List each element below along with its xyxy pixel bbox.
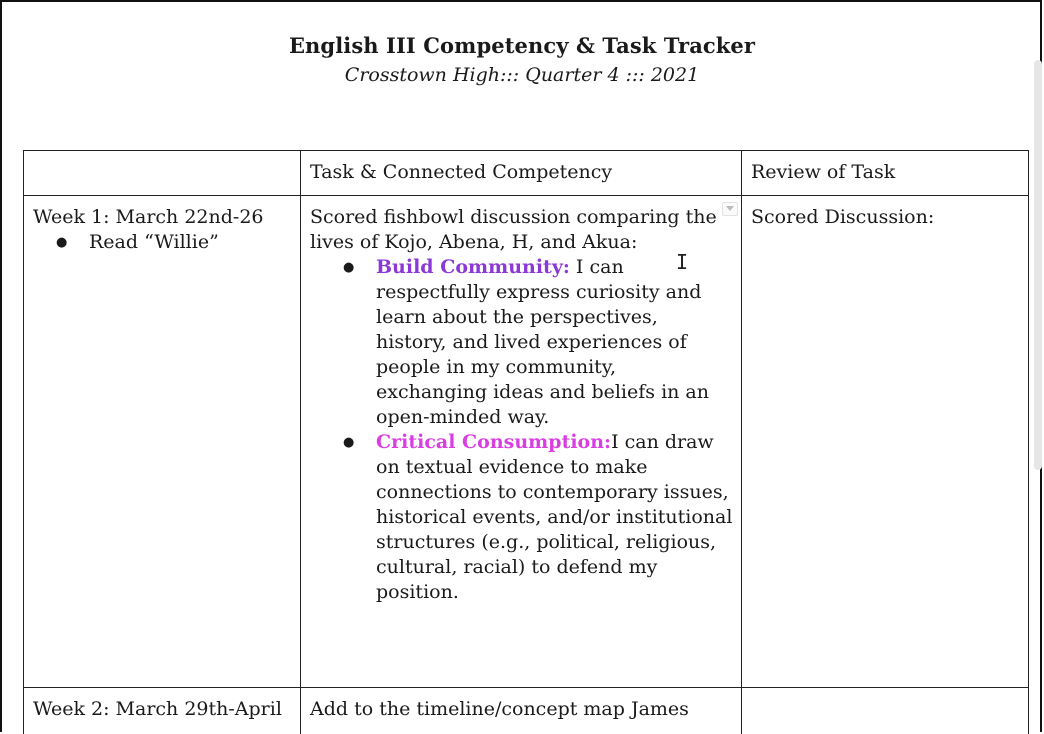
table-header-row xyxy=(24,151,1029,196)
header-week[interactable] xyxy=(24,151,301,196)
competency-item xyxy=(376,430,733,605)
week-cell[interactable] xyxy=(24,688,301,734)
document-subtitle: Crosstown High::: Quarter 4 ::: 2021 xyxy=(344,64,700,86)
competency-item xyxy=(376,255,733,430)
tracker-table xyxy=(23,150,1029,734)
scrollbar[interactable] xyxy=(1030,0,1044,734)
competency-description: I can respectfully express curiosity and learn about the perspectives, history, and lived experiences of people in my community, exchanging ideas and beliefs in an open-minded way. xyxy=(376,256,709,428)
competency-description: I can draw on textual evidence to make connections to contemporary issues, historical events, and/or institutional structures (e.g., political, religious, cultural, racial) to defend my position. xyxy=(376,431,733,603)
week-item: ● Read “Willie” xyxy=(89,230,292,255)
document-title: English III Competency & Task Tracker xyxy=(288,33,756,58)
review-text: Scored Discussion: xyxy=(751,206,935,228)
scrollbar-thumb[interactable] xyxy=(1034,60,1042,470)
competency-name: Build Community: xyxy=(376,256,570,278)
task-intro: Add to the timeline/concept map James xyxy=(310,698,689,720)
competency-list xyxy=(310,255,733,605)
week-label: Week 1: March 22nd-26 xyxy=(33,206,264,228)
task-cell[interactable] xyxy=(301,688,742,734)
week-label: Week 2: March 29th-April xyxy=(33,698,282,720)
week-items-list xyxy=(33,230,292,255)
review-cell[interactable] xyxy=(742,688,1029,734)
task-intro: Scored fishbowl discussion comparing the lives of Kojo, Abena, H, and Akua: xyxy=(310,206,717,253)
chevron-down-icon[interactable] xyxy=(722,202,738,216)
review-cell[interactable] xyxy=(742,196,1029,688)
table-row xyxy=(24,688,1029,734)
header-task[interactable]: Task & Connected Competency xyxy=(301,151,742,196)
table-row xyxy=(24,196,1029,688)
header-review[interactable]: Review of Task xyxy=(742,151,1029,196)
text-cursor-icon: I xyxy=(676,250,689,274)
week-cell[interactable] xyxy=(24,196,301,688)
competency-name: Critical Consumption: xyxy=(376,431,612,453)
